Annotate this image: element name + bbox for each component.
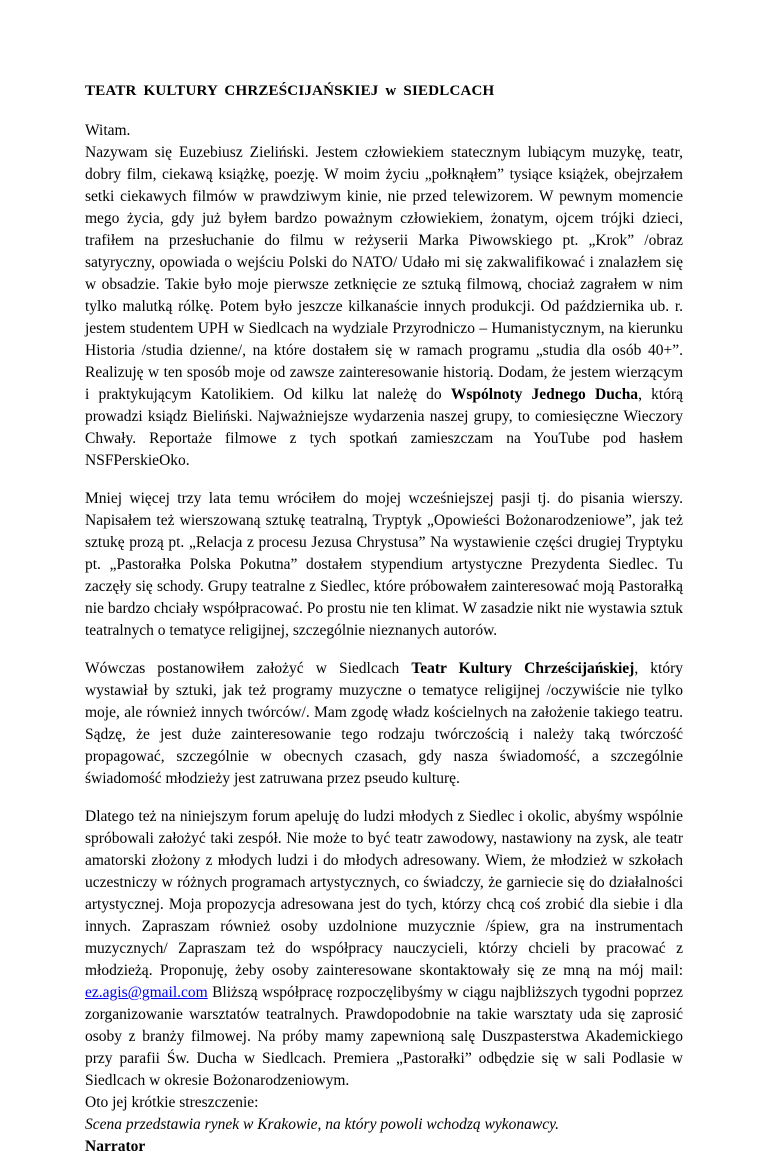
- paragraph-introduction: [85, 120, 683, 472]
- narrator-line: [85, 1136, 683, 1158]
- email-link[interactable]: ez.agis@gmail.com: [85, 984, 208, 1001]
- scene-description-line: [85, 1114, 683, 1136]
- paragraph-poetry: Mniej więcej trzy lata temu wróciłem do mojej wcześniejszej pasji tj. do pisania wierszy. Napisałem też wierszowaną sztukę teatralną, Tryptyk „Opowieści Bożonarodzeniowe”, jak też sztukę prozą pt. „Relacja z procesu Jezusa Chrystusa” Na wystawienie części drugiej Tryptyku pt. „Pastorałka Polska Pokutna” dostałem stypendium artystyczne Prezydenta Siedlec. Tu zaczęły się schody. Grupy teatralne z Siedlec, które próbowałem zainteresować moją Pastorałką nie bardzo chciały współpracować. Po prostu nie ten klimat. W zasadzie nikt nie wystawia sztuk teatralnych o tematyce religijnej, szczególnie nieznanych autorów.: [85, 490, 683, 639]
- biography-text-b: , którą prowadzi ksiądz Bieliński. Najważniejsze wydarzenia naszej grupy, to comiesięczne Wieczory Chwały. Reportaże filmowe z tych spotkań zamieszczam na YouTube pod hasłem NSFPerskieOko.: [85, 386, 683, 469]
- paragraph-biography: [85, 142, 683, 472]
- summary-intro: Oto jej krótkie streszczenie:: [85, 1094, 259, 1111]
- document-title: TEATR KULTURY CHRZEŚCIJAŃSKIEJ w SIEDLCACH: [85, 83, 495, 99]
- greeting: Witam.: [85, 122, 131, 139]
- founding-text-a: Wówczas postanowiłem założyć w Siedlcach: [85, 660, 412, 677]
- scene-description: Scena przedstawia rynek w Krakowie, na który powoli wchodzą wykonawcy.: [85, 1116, 559, 1133]
- founding-text-b: , który wystawiał by sztuki, jak też programy muzyczne o tematyce religijnej /oczywiście nie tylko moje, ale również innych twórców/. Mam zgodę władz kościelnych na założenie takiego teatru. Sądzę, że jest duże zainteresowanie tego rodzaju twórczością i należy taką twórczość propagować, szczególnie w obecnych czasach, gdy nasza świadomość, a szczególnie świadomość młodzieży jest zatruwana przez pseudo kulturę.: [85, 660, 684, 787]
- appeal-text: [85, 806, 683, 1092]
- narrator-heading: Narrator: [85, 1138, 146, 1155]
- appeal-text-a: Dlatego też na niniejszym forum apeluję do ludzi młodych z Siedlec i okolic, abyśmy wspólnie spróbowali założyć taki zespół. Nie może to być teatr zawodowy, nastawiony na zysk, ale teatr amatorski złożony z młodych ludzi i do młodych adresowany. Wiem, że młodzież w szkołach uczestniczy w różnych programach artystycznych, co świadczy, że garniecie się do działalności artystycznej. Moja propozycja adresowana jest do tych, którzy chcą coś zrobić dla siebie i dla innych. Zapraszam również osoby uzdolnione muzycznie /śpiew, gra na instrumentach muzycznych/ Zapraszam też do współpracy nauczycieli, którzy chcieli by pracować z młodzieżą. Proponuję, żeby osoby zainteresowane skontaktowały się ze mną na mój mail:: [85, 808, 683, 979]
- paragraph-appeal: [85, 806, 683, 1158]
- appeal-text-b: Bliższą współpracę rozpoczęlibyśmy w ciągu najbliższych tygodni poprzez zorganizowanie warsztatów teatralnych. Prawdopodobnie na takie warsztaty uda się zaprosić osoby z branży filmowej. Na próby mamy zapewnioną salę Duszpasterstwa Akademickiego przy parafii Św. Ducha w Siedlcach. Premiera „Pastorałki” odbędzie się w sali Podlasie w Siedlcach w okresie Bożonarodzeniowym.: [85, 984, 683, 1089]
- biography-text-a: Nazywam się Euzebiusz Zieliński. Jestem człowiekiem statecznym lubiącym muzykę, teatr, dobry film, ciekawą książkę, poezję. W moim życiu „połknąłem” tysiące książek, obejrzałem setki ciekawych filmów w prawdziwym kinie, nie przed telewizorem. W pewnym momencie mego życia, gdy już byłem bardzo poważnym człowiekiem, żonatym, ojcem trójki dzieci, trafiłem na przesłuchanie do filmu w reżyserii Marka Piwowskiego pt. „Krok” /obraz satyryczny, opowiada o wejściu Polski do NATO/ Udało mi się zakwalifikować i znalazłem się w obsadzie. Takie było moje pierwsze zetknięcie ze sztuką filmową, chociaż zagrałem w nim tylko malutką rólkę. Potem było jeszcze kilkanaście innych produkcji. Od października ub. r. jestem studentem UPH w Siedlcach na wydziale Przyrodniczo – Humanistycznym, na kierunku Historia /studia dzienne/, na które dostałem się w ramach programu „studia dla osób 40+”. Realizuję w ten sposób moje od zawsze zainteresowanie historią. Dodam, że jestem wierzącym i praktykującym Katolikiem. Od kilku lat należę do: [85, 144, 683, 403]
- community-name: Wspólnoty Jednego Ducha: [450, 386, 639, 403]
- theatre-name: Teatr Kultury Chrześcijańskiej: [411, 660, 635, 677]
- paragraph-theatre-founding: [85, 658, 683, 790]
